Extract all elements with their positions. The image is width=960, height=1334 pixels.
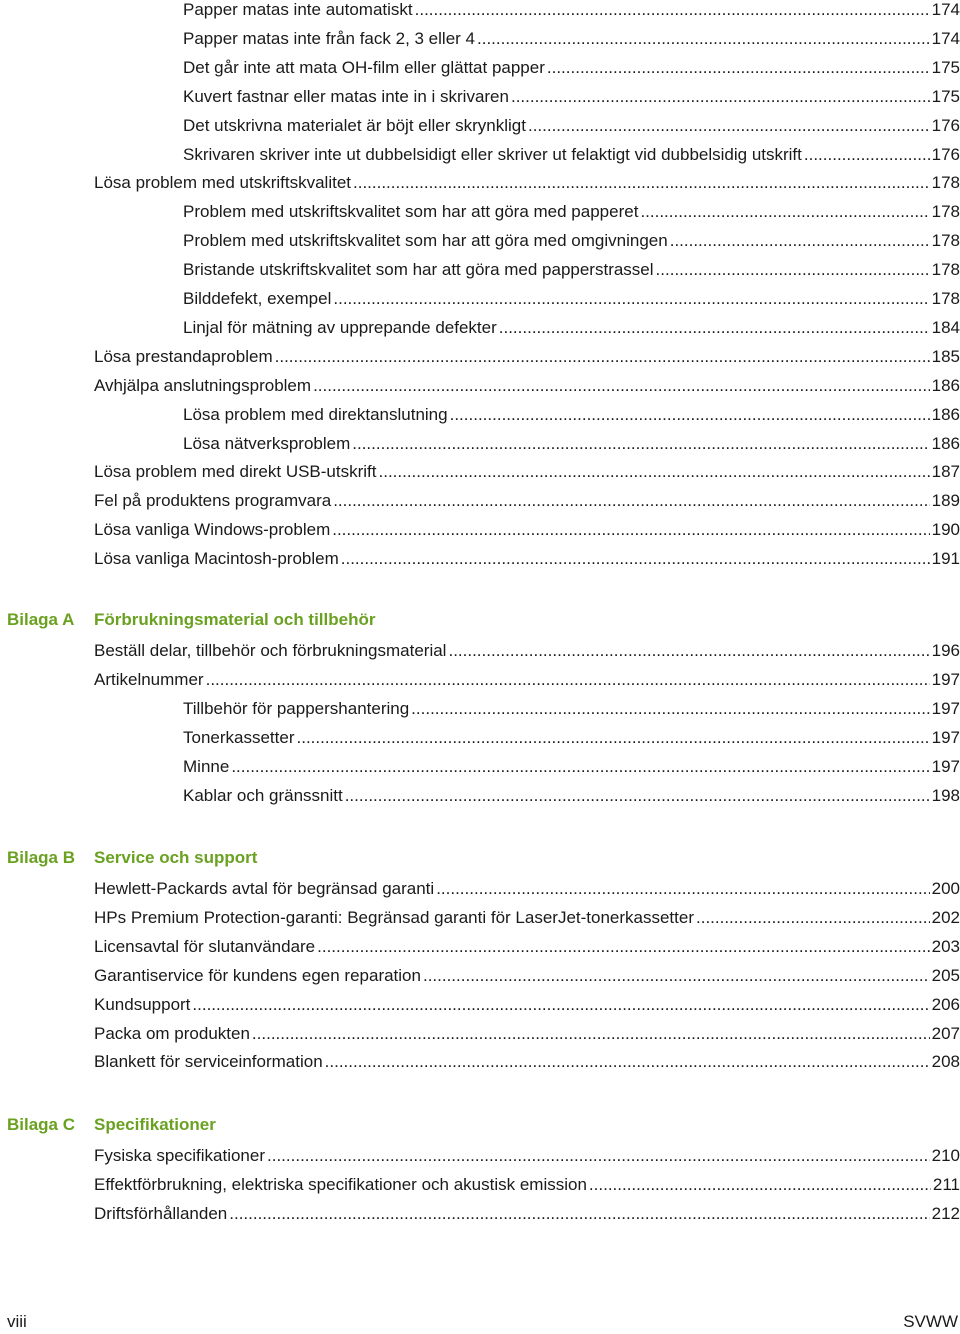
dot-leader: [275, 343, 930, 371]
dot-leader: [448, 637, 929, 665]
dot-leader: [379, 458, 930, 486]
toc-entry-title: Tillbehör för pappershantering: [183, 698, 410, 718]
toc-entry-title: Garantiservice för kundens egen reparation: [94, 965, 421, 985]
toc-entry-page: 208: [931, 1052, 960, 1072]
toc-entry[interactable]: [94, 666, 960, 694]
toc-entry-page: 176: [931, 115, 960, 135]
toc-entry-title: Lösa vanliga Windows-problem: [94, 520, 331, 540]
page-number: viii: [7, 1312, 27, 1331]
dot-leader: [231, 753, 929, 781]
toc-entry[interactable]: [183, 227, 960, 255]
toc-entry[interactable]: [183, 753, 960, 781]
toc-entry-title: Kablar och gränssnitt: [183, 785, 343, 805]
toc-entry-page: 190: [931, 520, 960, 540]
toc-entry[interactable]: [183, 198, 960, 226]
toc-entry[interactable]: [183, 695, 960, 723]
toc-entry[interactable]: [183, 112, 960, 140]
dot-leader: [229, 1200, 929, 1228]
toc-entry-page: 197: [931, 698, 960, 718]
toc-entry-title: HPs Premium Protection-garanti: Begränsad garanti för LaserJet-tonerkassetter: [94, 907, 694, 927]
toc-entry-title: Effektförbrukning, elektriska specifikationer och akustisk emission: [94, 1174, 587, 1194]
toc-entry[interactable]: [183, 401, 960, 429]
toc-entry-title: Det utskrivna materialet är böjt eller skrynkligt: [183, 115, 526, 135]
appendix-title: Förbrukningsmaterial och tillbehör: [94, 610, 376, 629]
toc-entry[interactable]: [183, 83, 960, 111]
dot-leader: [252, 1020, 930, 1048]
toc-entry[interactable]: [94, 1171, 960, 1199]
toc-entry-page: 197: [931, 669, 960, 689]
dot-leader: [313, 372, 930, 400]
toc-entry-page: 178: [931, 202, 960, 222]
toc-entry[interactable]: [94, 991, 960, 1019]
toc-entry[interactable]: [183, 141, 960, 169]
toc-entry-title: Licensavtal för slutanvändare: [94, 936, 316, 956]
document-code: SVWW: [903, 1312, 958, 1331]
toc-entry[interactable]: [94, 372, 960, 400]
toc-entry-title: Lösa vanliga Macintosh-problem: [94, 549, 339, 569]
toc-entry[interactable]: [94, 487, 960, 515]
toc-entry[interactable]: [94, 516, 960, 544]
toc-entry[interactable]: [183, 25, 960, 53]
toc-entry-page: 186: [931, 433, 960, 453]
dot-leader: [333, 487, 929, 515]
dot-leader: [528, 112, 930, 140]
dot-leader: [436, 875, 929, 903]
toc-entry-page: 187: [931, 462, 960, 482]
appendix-heading[interactable]: [0, 1111, 960, 1139]
toc-entry-title: Minne: [183, 756, 230, 776]
toc-entry-title: Kundsupport: [94, 994, 191, 1014]
toc-entry[interactable]: [94, 637, 960, 665]
toc-entry[interactable]: [94, 1020, 960, 1048]
appendix-title: Specifikationer: [94, 1115, 216, 1134]
appendix-label: Bilaga C: [7, 1115, 76, 1134]
dot-leader: [499, 314, 930, 342]
toc-entry-page: 198: [931, 785, 960, 805]
toc-entry-title: Kuvert fastnar eller matas inte in i skrivaren: [183, 86, 509, 106]
toc-entry-page: 202: [931, 907, 960, 927]
toc-entry[interactable]: [94, 1048, 960, 1076]
toc-entry-page: 210: [931, 1146, 960, 1165]
toc-entry[interactable]: [183, 0, 960, 24]
toc-entry-title: Papper matas inte automatiskt: [183, 0, 413, 19]
toc-entry-title: Lösa nätverksproblem: [183, 433, 351, 453]
toc-entry-title: Artikelnummer: [94, 669, 204, 689]
toc-entry[interactable]: [94, 962, 960, 990]
toc-entry-title: Papper matas inte från fack 2, 3 eller 4: [183, 28, 475, 48]
toc-entry-title: Avhjälpa anslutningsproblem: [94, 375, 312, 395]
toc-entry[interactable]: [183, 782, 960, 810]
toc-entry-page: 197: [931, 727, 960, 747]
dot-leader: [477, 25, 930, 53]
dot-leader: [696, 904, 930, 932]
toc-entry-page: 184: [931, 317, 960, 337]
toc-entry[interactable]: [183, 724, 960, 752]
dot-leader: [547, 54, 930, 82]
toc-entry-title: Det går inte att mata OH-film eller glättat papper: [183, 57, 545, 77]
toc-entry[interactable]: [183, 256, 960, 284]
toc-entry-page: 174: [931, 28, 960, 48]
toc-entry[interactable]: [94, 169, 960, 197]
dot-leader: [267, 1142, 930, 1170]
dot-leader: [511, 83, 930, 111]
dot-leader: [317, 933, 929, 961]
toc-entry[interactable]: [94, 545, 960, 573]
toc-entry-page: 207: [931, 1023, 960, 1043]
toc-entry-title: Packa om produkten: [94, 1023, 250, 1043]
dot-leader: [640, 198, 929, 226]
toc-entry[interactable]: [94, 458, 960, 486]
dot-leader: [353, 169, 930, 197]
toc-entry-page: 211: [932, 1174, 960, 1194]
toc-entry-page: 178: [931, 231, 960, 251]
toc-entry[interactable]: [183, 430, 960, 458]
toc-entry[interactable]: [94, 875, 960, 903]
toc-entry-title: Lösa problem med utskriftskvalitet: [94, 173, 351, 193]
toc-entry-page: 206: [931, 994, 960, 1014]
toc-entry-title: Lösa problem med direktanslutning: [183, 404, 448, 424]
dot-leader: [325, 1048, 930, 1076]
toc-entry-page: 200: [931, 879, 960, 898]
dot-leader: [345, 782, 930, 810]
dot-leader: [352, 430, 929, 458]
toc-entry-page: 205: [931, 965, 960, 985]
toc-entry-page: 174: [931, 0, 960, 19]
toc-entry[interactable]: [94, 904, 960, 932]
toc-entry[interactable]: [94, 1200, 960, 1228]
toc-entry-page: 186: [931, 404, 960, 424]
toc-entry-title: Linjal för mätning av upprepande defekter: [183, 317, 497, 337]
dot-leader: [423, 962, 930, 990]
toc-entry-page: 197: [931, 756, 960, 776]
appendix-label: Bilaga A: [7, 610, 75, 629]
toc-entry-page: 176: [931, 144, 960, 164]
toc-entry-title: Problem med utskriftskvalitet som har att göra med papperet: [183, 202, 639, 222]
toc-entry-title: Lösa problem med direkt USB-utskrift: [94, 462, 377, 482]
toc-entry-title: Bilddefekt, exempel: [183, 289, 332, 308]
dot-leader: [297, 724, 930, 752]
toc-entry-page: 212: [931, 1203, 960, 1223]
toc-entry-page: 175: [931, 57, 960, 77]
toc-entry-title: Hewlett-Packards avtal för begränsad garanti: [94, 879, 435, 898]
toc-entry-title: Driftsförhållanden: [94, 1203, 228, 1223]
toc-entry-title: Tonerkassetter: [183, 727, 295, 747]
dot-leader: [206, 666, 930, 694]
appendix-title: Service och support: [94, 848, 258, 867]
dot-leader: [804, 141, 930, 169]
toc-entry-page: 191: [931, 549, 960, 569]
dot-leader: [192, 991, 929, 1019]
toc-entry-title: Problem med utskriftskvalitet som har att göra med omgivningen: [183, 231, 668, 251]
dot-leader: [415, 0, 930, 24]
toc-entry-page: 178: [931, 260, 960, 280]
dot-leader: [411, 695, 929, 723]
dot-leader: [670, 227, 930, 255]
toc-entry-page: 189: [931, 491, 960, 511]
toc-entry-title: Bristande utskriftskvalitet som har att göra med papperstrassel: [183, 260, 654, 280]
toc-entry-page: 196: [931, 641, 960, 660]
toc-entry-title: Beställ delar, tillbehör och förbrukningsmaterial: [94, 641, 447, 660]
dot-leader: [589, 1171, 931, 1199]
appendix-label: Bilaga B: [7, 848, 76, 867]
toc-entry[interactable]: [94, 933, 960, 961]
toc-entry[interactable]: [183, 54, 960, 82]
toc-entry-title: Blankett för serviceinformation: [94, 1052, 323, 1072]
toc-entry-title: Fel på produktens programvara: [94, 491, 332, 511]
toc-entry-page: 185: [931, 346, 960, 366]
toc-entry[interactable]: [183, 314, 960, 342]
dot-leader: [656, 256, 930, 284]
toc-entry-page: 175: [931, 86, 960, 106]
toc-entry-page: 203: [931, 936, 960, 956]
dot-leader: [333, 285, 929, 313]
dot-leader: [341, 545, 930, 573]
toc-entry-title: Skrivaren skriver inte ut dubbelsidigt eller skriver ut felaktigt vid dubbelsidig utskrift: [183, 144, 802, 164]
toc-entry-page: 178: [931, 289, 960, 308]
toc-entry[interactable]: [94, 1142, 960, 1170]
toc-entry[interactable]: [94, 343, 960, 371]
toc-entry[interactable]: [183, 285, 960, 313]
toc-entry-title: Lösa prestandaproblem: [94, 346, 273, 366]
dot-leader: [450, 401, 930, 429]
toc-entry-page: 178: [931, 173, 960, 193]
appendix-heading[interactable]: [0, 606, 960, 634]
appendix-heading[interactable]: [0, 844, 960, 872]
toc-entry-page: 186: [931, 375, 960, 395]
toc-entry-title: Fysiska specifikationer: [94, 1146, 266, 1165]
dot-leader: [332, 516, 929, 544]
